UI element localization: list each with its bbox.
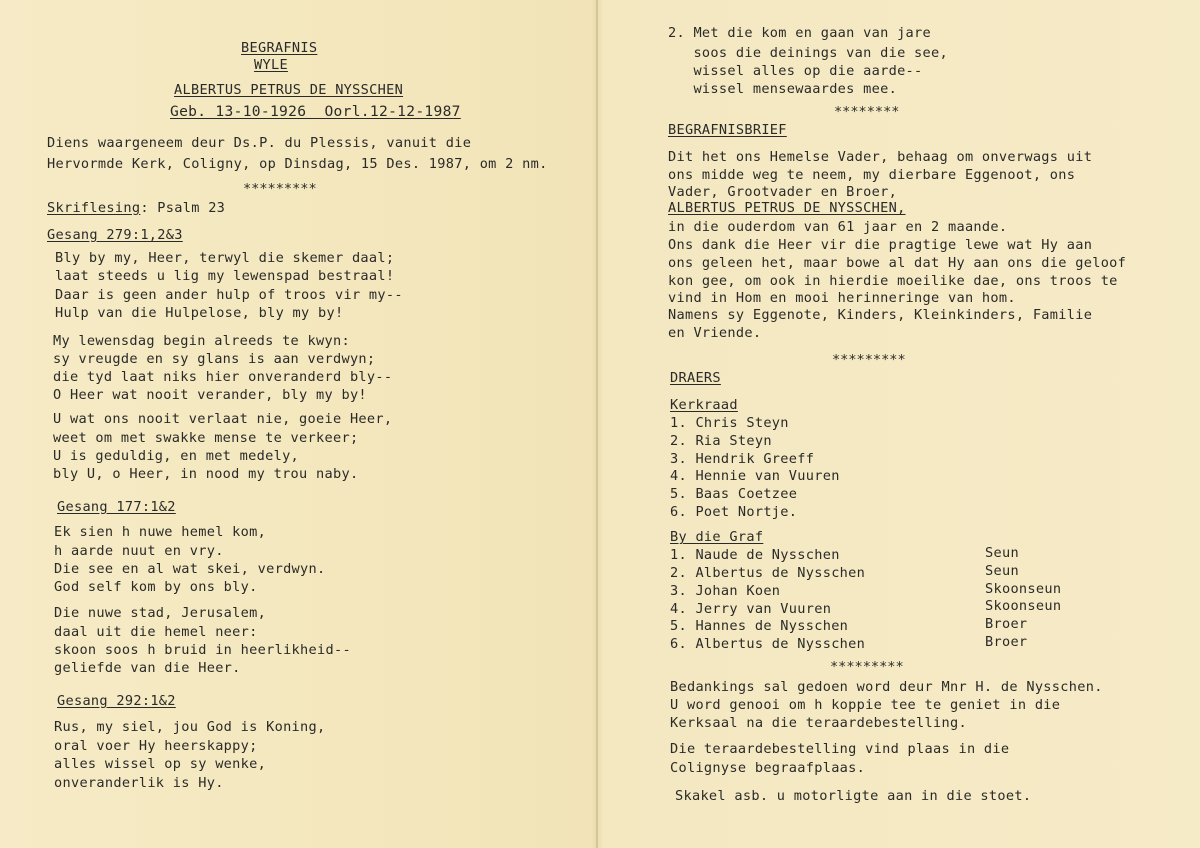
hymn1-line: laat steeds u lig my lewenspad bestraal! bbox=[55, 268, 395, 284]
hymn1-line: Daar is geen ander hulp of troos vir my-- bbox=[55, 287, 403, 303]
hymn2-line: geliefde van die Heer. bbox=[54, 660, 241, 676]
grave-bearer-name: 6. Albertus de Nysschen bbox=[670, 636, 866, 652]
thanks-line: Kerksaal na die teraardebestelling. bbox=[670, 715, 967, 731]
scripture-label: Skriflesing bbox=[47, 200, 141, 216]
hymn3-continued-line: soos die deinings van die see, bbox=[668, 45, 948, 61]
letter-line: kon gee, om ook in hierdie moeilike dae, ons troos te bbox=[668, 273, 1118, 289]
grave-bearer-relation: Broer bbox=[985, 616, 1028, 632]
letter-line: in die ouderdom van 61 jaar en 2 maande. bbox=[668, 219, 1008, 235]
hymn3-continued-line: wissel alles op die aarde-- bbox=[668, 63, 923, 79]
heading-name: ALBERTUS PETRUS DE NYSSCHEN bbox=[174, 82, 404, 98]
hymn2-title: Gesang 177:1&2 bbox=[57, 499, 176, 515]
hymn1-line: sy vreugde en sy glans is aan verdwyn; bbox=[53, 351, 376, 367]
church-council-bearer: 2. Ria Steyn bbox=[670, 433, 772, 449]
hymn1-line: Hulp van die Hulpelose, bly my by! bbox=[55, 305, 344, 321]
page-fold bbox=[596, 0, 598, 848]
church-council-title: Kerkraad bbox=[670, 397, 738, 413]
letter-line: vind in Hom en mooi herinneringe van hom. bbox=[668, 290, 1016, 306]
grave-bearer-name: 2. Albertus de Nysschen bbox=[670, 565, 866, 581]
separator-stars: ******** bbox=[834, 104, 900, 120]
grave-bearer-name: 4. Jerry van Vuuren bbox=[670, 601, 832, 617]
burial-line: Die teraardebestelling vind plaas in die bbox=[670, 741, 1010, 757]
letter-name: ALBERTUS PETRUS DE NYSSCHEN, bbox=[668, 200, 906, 216]
hymn2-line: God self kom by ons bly. bbox=[54, 579, 258, 595]
grave-bearer-name: 1. Naude de Nysschen bbox=[670, 547, 840, 563]
hymn2-line: h aarde nuut en vry. bbox=[54, 543, 224, 559]
hymn1-line: My lewensdag begin alreeds te kwyn: bbox=[53, 333, 350, 349]
letter-line: Dit het ons Hemelse Vader, behaag om onverwags uit bbox=[668, 149, 1093, 165]
hymn1-title: Gesang 279:1,2&3 bbox=[47, 227, 183, 243]
hymn2-line: skoon soos h bruid in heerlikheid-- bbox=[54, 642, 351, 658]
hymn1-line: U is geduldig, en met medely, bbox=[53, 448, 300, 464]
hymn1-line: Bly by my, Heer, terwyl die skemer daal; bbox=[55, 250, 395, 266]
church-council-bearer: 3. Hendrik Greeff bbox=[670, 451, 815, 467]
scripture-reading bbox=[47, 200, 225, 217]
letter-line: ons midde weg te neem, my dierbare Eggenoot, ons bbox=[668, 167, 1076, 183]
hymn3-continued-line: 2. Met die kom en gaan van jare bbox=[668, 25, 932, 41]
scripture-value: : Psalm 23 bbox=[140, 200, 226, 216]
letter-line: Namens sy Eggenote, Kinders, Kleinkinders, Familie bbox=[668, 307, 1093, 323]
letter-line: ons geleen het, maar bowe al dat Hy aan ons die geloof bbox=[668, 255, 1127, 271]
letter-line: Ons dank die Heer vir die pragtige lewe wat Hy aan bbox=[668, 237, 1093, 253]
church-council-bearer: 4. Hennie van Vuuren bbox=[670, 468, 840, 484]
church-council-bearer: 6. Poet Nortje. bbox=[670, 504, 798, 520]
hymn3-line: alles wissel op sy wenke, bbox=[54, 756, 267, 772]
hymn2-line: Ek sien h nuwe hemel kom, bbox=[54, 524, 267, 540]
hymn1-line: U wat ons nooit verlaat nie, goeie Heer, bbox=[53, 411, 393, 427]
grave-bearer-name: 5. Hannes de Nysschen bbox=[670, 618, 849, 634]
separator-stars: ********* bbox=[830, 659, 904, 675]
grave-bearer-relation: Seun bbox=[985, 545, 1019, 561]
letter-line: en Vriende. bbox=[668, 325, 762, 341]
separator-stars: ********* bbox=[243, 181, 317, 197]
grave-bearers-title: By die Graf bbox=[670, 529, 764, 545]
hymn3-line: Rus, my siel, jou God is Koning, bbox=[54, 719, 326, 735]
hymn3-continued-line: wissel mensewaardes mee. bbox=[668, 81, 898, 97]
heading-title: BEGRAFNIS bbox=[241, 40, 318, 56]
letter-line: Vader, Grootvader en Broer, bbox=[668, 184, 898, 200]
service-line-2: Hervormde Kerk, Coligny, op Dinsdag, 15 Des. 1987, om 2 nm. bbox=[47, 156, 548, 172]
hymn3-line: onveranderlik is Hy. bbox=[54, 775, 224, 791]
thanks-line: Bedankings sal gedoen word deur Mnr H. de Nysschen. bbox=[670, 679, 1103, 695]
church-council-bearer: 1. Chris Steyn bbox=[670, 415, 789, 431]
hymn1-line: weet om met swakke mense te verkeer; bbox=[53, 430, 359, 446]
hymn1-line: die tyd laat niks hier onveranderd bly-- bbox=[53, 369, 393, 385]
hymn1-line: O Heer wat nooit verander, bly my by! bbox=[53, 387, 367, 403]
grave-bearer-relation: Skoonseun bbox=[985, 581, 1062, 597]
burial-line: Colignyse begraafplaas. bbox=[670, 760, 866, 776]
hymn2-line: Die see en al wat skei, verdwyn. bbox=[54, 561, 326, 577]
hymn1-line: bly U, o Heer, in nood my trou naby. bbox=[53, 466, 359, 482]
bearers-title: DRAERS bbox=[670, 370, 721, 386]
car-lights-notice: Skakel asb. u motorligte aan in die stoet. bbox=[675, 788, 1032, 804]
hymn2-line: Die nuwe stad, Jerusalem, bbox=[54, 605, 267, 621]
hymn3-title: Gesang 292:1&2 bbox=[57, 693, 176, 709]
hymn2-line: daal uit die hemel neer: bbox=[54, 624, 258, 640]
grave-bearer-relation: Broer bbox=[985, 634, 1028, 650]
hymn3-line: oral voer Hy heerskappy; bbox=[54, 738, 258, 754]
thanks-line: U word genooi om h koppie tee te geniet in die bbox=[670, 697, 1061, 713]
service-line-1: Diens waargeneem deur Ds.P. du Plessis, vanuit die bbox=[47, 135, 472, 151]
letter-title: BEGRAFNISBRIEF bbox=[668, 122, 787, 138]
grave-bearer-relation: Seun bbox=[985, 563, 1019, 579]
heading-wyle: WYLE bbox=[254, 57, 288, 73]
grave-bearer-relation: Skoonseun bbox=[985, 598, 1062, 614]
church-council-bearer: 5. Baas Coetzee bbox=[670, 486, 798, 502]
grave-bearer-name: 3. Johan Koen bbox=[670, 583, 781, 599]
separator-stars: ********* bbox=[832, 352, 906, 368]
heading-dates: Geb. 13-10-1926 Oorl.12-12-1987 bbox=[170, 103, 461, 120]
